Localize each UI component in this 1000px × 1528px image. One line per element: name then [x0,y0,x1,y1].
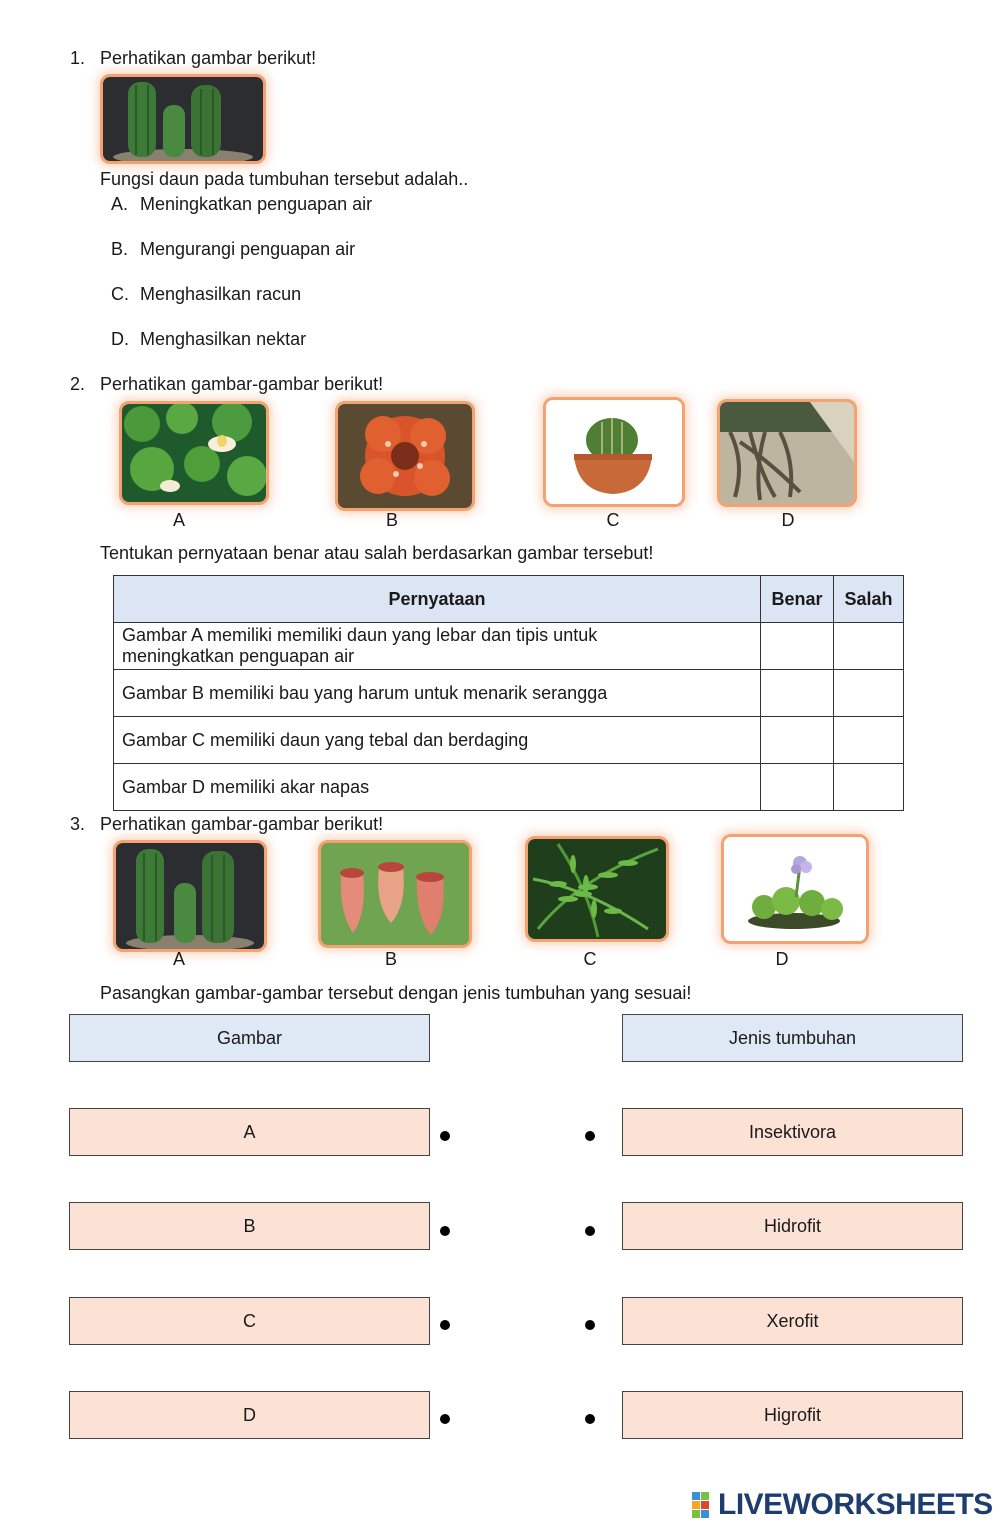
true-answer-cell[interactable] [761,717,834,764]
q2-instruction: Tentukan pernyataan benar atau salah berdasarkan gambar tersebut! [100,543,654,563]
q2-water-lily-photo [119,401,269,505]
false-answer-cell[interactable] [834,623,904,670]
q1-question: Fungsi daun pada tumbuhan tersebut adalah.. [100,169,469,189]
q1-number: 1. [70,48,86,68]
match-left-d: D [69,1391,430,1439]
q1-prompt: Perhatikan gambar berikut! [100,48,317,68]
match-left-a: A [69,1108,430,1156]
false-answer-cell[interactable] [834,717,904,764]
statement-cell: Gambar C memiliki daun yang tebal dan berdaging [114,717,761,764]
q3-pitcher-plant-photo [318,840,472,948]
q2-prompt: Perhatikan gambar-gambar berikut! [100,374,384,394]
q1-option-b[interactable]: Mengurangi penguapan air [140,239,356,259]
q3-prompt: Perhatikan gambar-gambar berikut! [100,814,384,834]
q3-instruction: Pasangkan gambar-gambar tersebut dengan jenis tumbuhan yang sesuai! [100,983,692,1003]
match-left-b-anchor[interactable] [440,1226,450,1236]
match-left-d-anchor[interactable] [440,1414,450,1424]
false-answer-cell[interactable] [834,764,904,811]
q2-label-b: B [385,510,398,530]
q3-number: 3. [70,814,86,834]
table-row [114,623,904,670]
q1-option-c[interactable]: Menghasilkan racun [140,284,302,304]
q3-water-hyacinth-photo [721,834,869,944]
table-header-row [114,576,904,623]
table-row [114,670,904,717]
match-right-3-anchor[interactable] [585,1320,595,1330]
match-left-c-anchor[interactable] [440,1320,450,1330]
match-right-2-anchor[interactable] [585,1226,595,1236]
q1-option-a[interactable]: Meningkatkan penguapan air [140,194,373,214]
true-answer-cell[interactable] [761,764,834,811]
liveworksheets-wordmark: LIVEWORKSHEETS [718,1488,993,1521]
q2-potted-cactus-photo [543,397,685,507]
liveworksheets-logo-icon [692,1492,718,1518]
col-header-false: Salah [834,576,904,623]
q2-label-d: D [781,510,795,530]
q3-label-d: D [775,949,789,969]
false-answer-cell[interactable] [834,670,904,717]
q2-number: 2. [70,374,86,394]
statement-cell: Gambar B memiliki bau yang harum untuk menarik serangga [114,670,761,717]
q1-option-d-letter: D. [111,329,129,349]
match-right-hidrofit: Hidrofit [622,1202,963,1250]
q1-option-d[interactable]: Menghasilkan nektar [140,329,307,349]
q1-option-c-letter: C. [111,284,129,304]
match-right-4-anchor[interactable] [585,1414,595,1424]
q1-cactus-photo [100,74,266,164]
table-row [114,717,904,764]
q3-label-b: B [384,949,397,969]
q2-mangrove-roots-photo [717,399,857,507]
q3-label-c: C [583,949,597,969]
col-header-true: Benar [761,576,834,623]
match-right-insektivora: Insektivora [622,1108,963,1156]
q1-option-b-letter: B. [111,239,129,259]
q3-label-a: A [172,949,185,969]
q3-fern-photo [525,836,669,942]
q2-label-a: A [172,510,185,530]
match-right-xerofit: Xerofit [622,1297,963,1345]
match-left-a-anchor[interactable] [440,1131,450,1141]
match-right-1-anchor[interactable] [585,1131,595,1141]
statement-table [113,575,904,811]
q2-rafflesia-photo [335,401,475,511]
true-answer-cell[interactable] [761,670,834,717]
col-header-statement: Pernyataan [114,576,761,623]
right-column-header: Jenis tumbuhan [622,1014,963,1062]
statement-cell: Gambar D memiliki akar napas [114,764,761,811]
match-left-c: C [69,1297,430,1345]
q2-label-c: C [606,510,620,530]
statement-cell: Gambar A memiliki memiliki daun yang lebar dan tipis untuk meningkatkan penguapan air [114,623,761,670]
true-answer-cell[interactable] [761,623,834,670]
match-left-b: B [69,1202,430,1250]
q1-option-a-letter: A. [111,194,129,214]
table-row [114,764,904,811]
left-column-header: Gambar [69,1014,430,1062]
q3-cactus-photo [113,840,267,952]
match-right-higrofit: Higrofit [622,1391,963,1439]
